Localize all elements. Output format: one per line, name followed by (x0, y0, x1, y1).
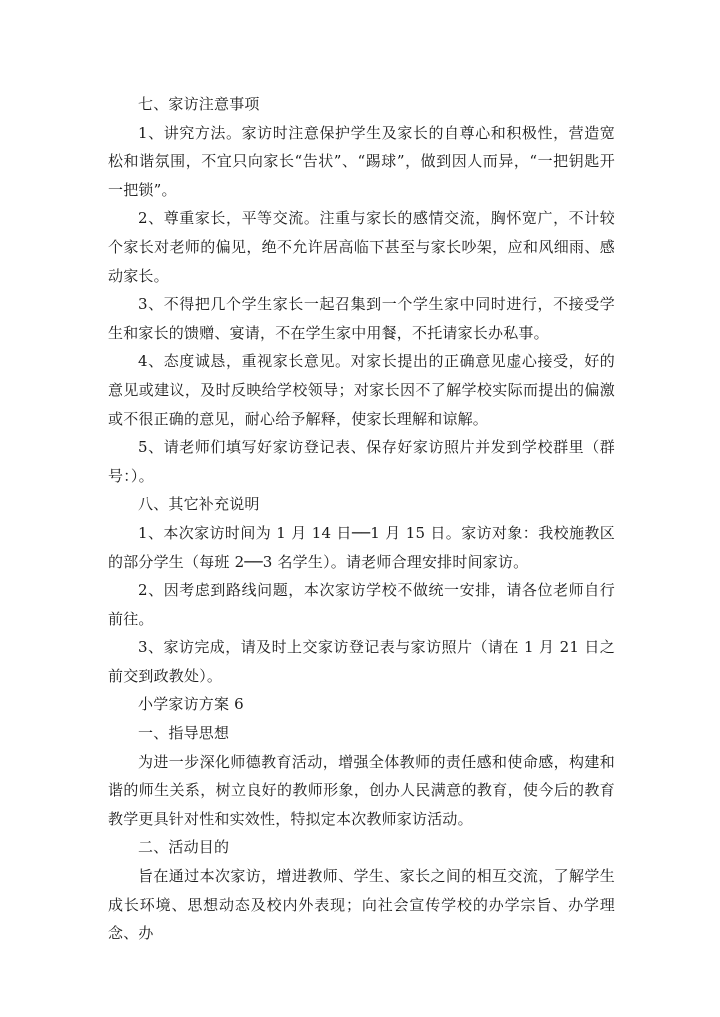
paragraph-purpose: 旨在通过本次家访，增进教师、学生、家长之间的相互交流，了解学生成长环境、思想动态及校内外表现；向社会宣传学校的办学宗旨、办学理念、办 (108, 867, 615, 943)
plan-title: 小学家访方案 6 (138, 695, 244, 714)
paragraph-guiding: 为进一步深化师德教育活动，增强全体教师的责任感和使命感，构建和谐的师生关系，树立良好的教师形象，创办人民满意的教育，使今后的教育教学更具针对性和实效性，特拟定本次教师家访活动。 (108, 752, 615, 828)
section-heading-8: 八、其它补充说明 (138, 495, 260, 514)
paragraph-item-5: 5、请老师们填写好家访登记表、保存好家访照片并发到学校群里（群号：）。 (108, 438, 615, 485)
paragraph-item-2: 2、尊重家长，平等交流。注重与家长的感情交流，胸怀宽广，不计较个家长对老师的偏见，绝不允许居高临下甚至与家长吵架，应和风细雨、感动家长。 (108, 209, 615, 285)
document-body (108, 90, 615, 948)
paragraph-supplement-2: 2、因考虑到路线问题，本次家访学校不做统一安排，请各位老师自行前往。 (108, 581, 615, 628)
section-heading-7: 七、家访注意事项 (138, 95, 260, 113)
paragraph-item-1: 1、讲究方法。家访时注意保护学生及家长的自尊心和积极性，营造宽松和谐氛围，不宜只向家长“告状”、“踢球”，做到因人而异，“一把钥匙开一把锁”。 (108, 123, 615, 199)
paragraph-item-4: 4、态度诚恳，重视家长意见。对家长提出的正确意见虚心接受，好的意见或建议，及时反映给学校领导；对家长因不了解学校实际而提出的偏激或不很正确的意见，耐心给予解释，使家长理解和谅解。 (108, 352, 615, 428)
paragraph-supplement-1: 1、本次家访时间为 1 月 14 日──1 月 15 日。家访对象：我校施教区的部分学生（每班 2──3 名学生）。请老师合理安排时间家访。 (108, 523, 615, 571)
section-heading-purpose: 二、活动目的 (138, 838, 230, 857)
paragraph-supplement-3: 3、家访完成，请及时上交家访登记表与家访照片（请在 1 月 21 日之前交到政教处）。 (108, 638, 615, 685)
section-heading-guiding: 一、指导思想 (138, 724, 230, 743)
paragraph-item-3: 3、不得把几个学生家长一起召集到一个学生家中同时进行，不接受学生和家长的馈赠、宴请，不在学生家中用餐，不托请家长办私事。 (108, 295, 615, 342)
